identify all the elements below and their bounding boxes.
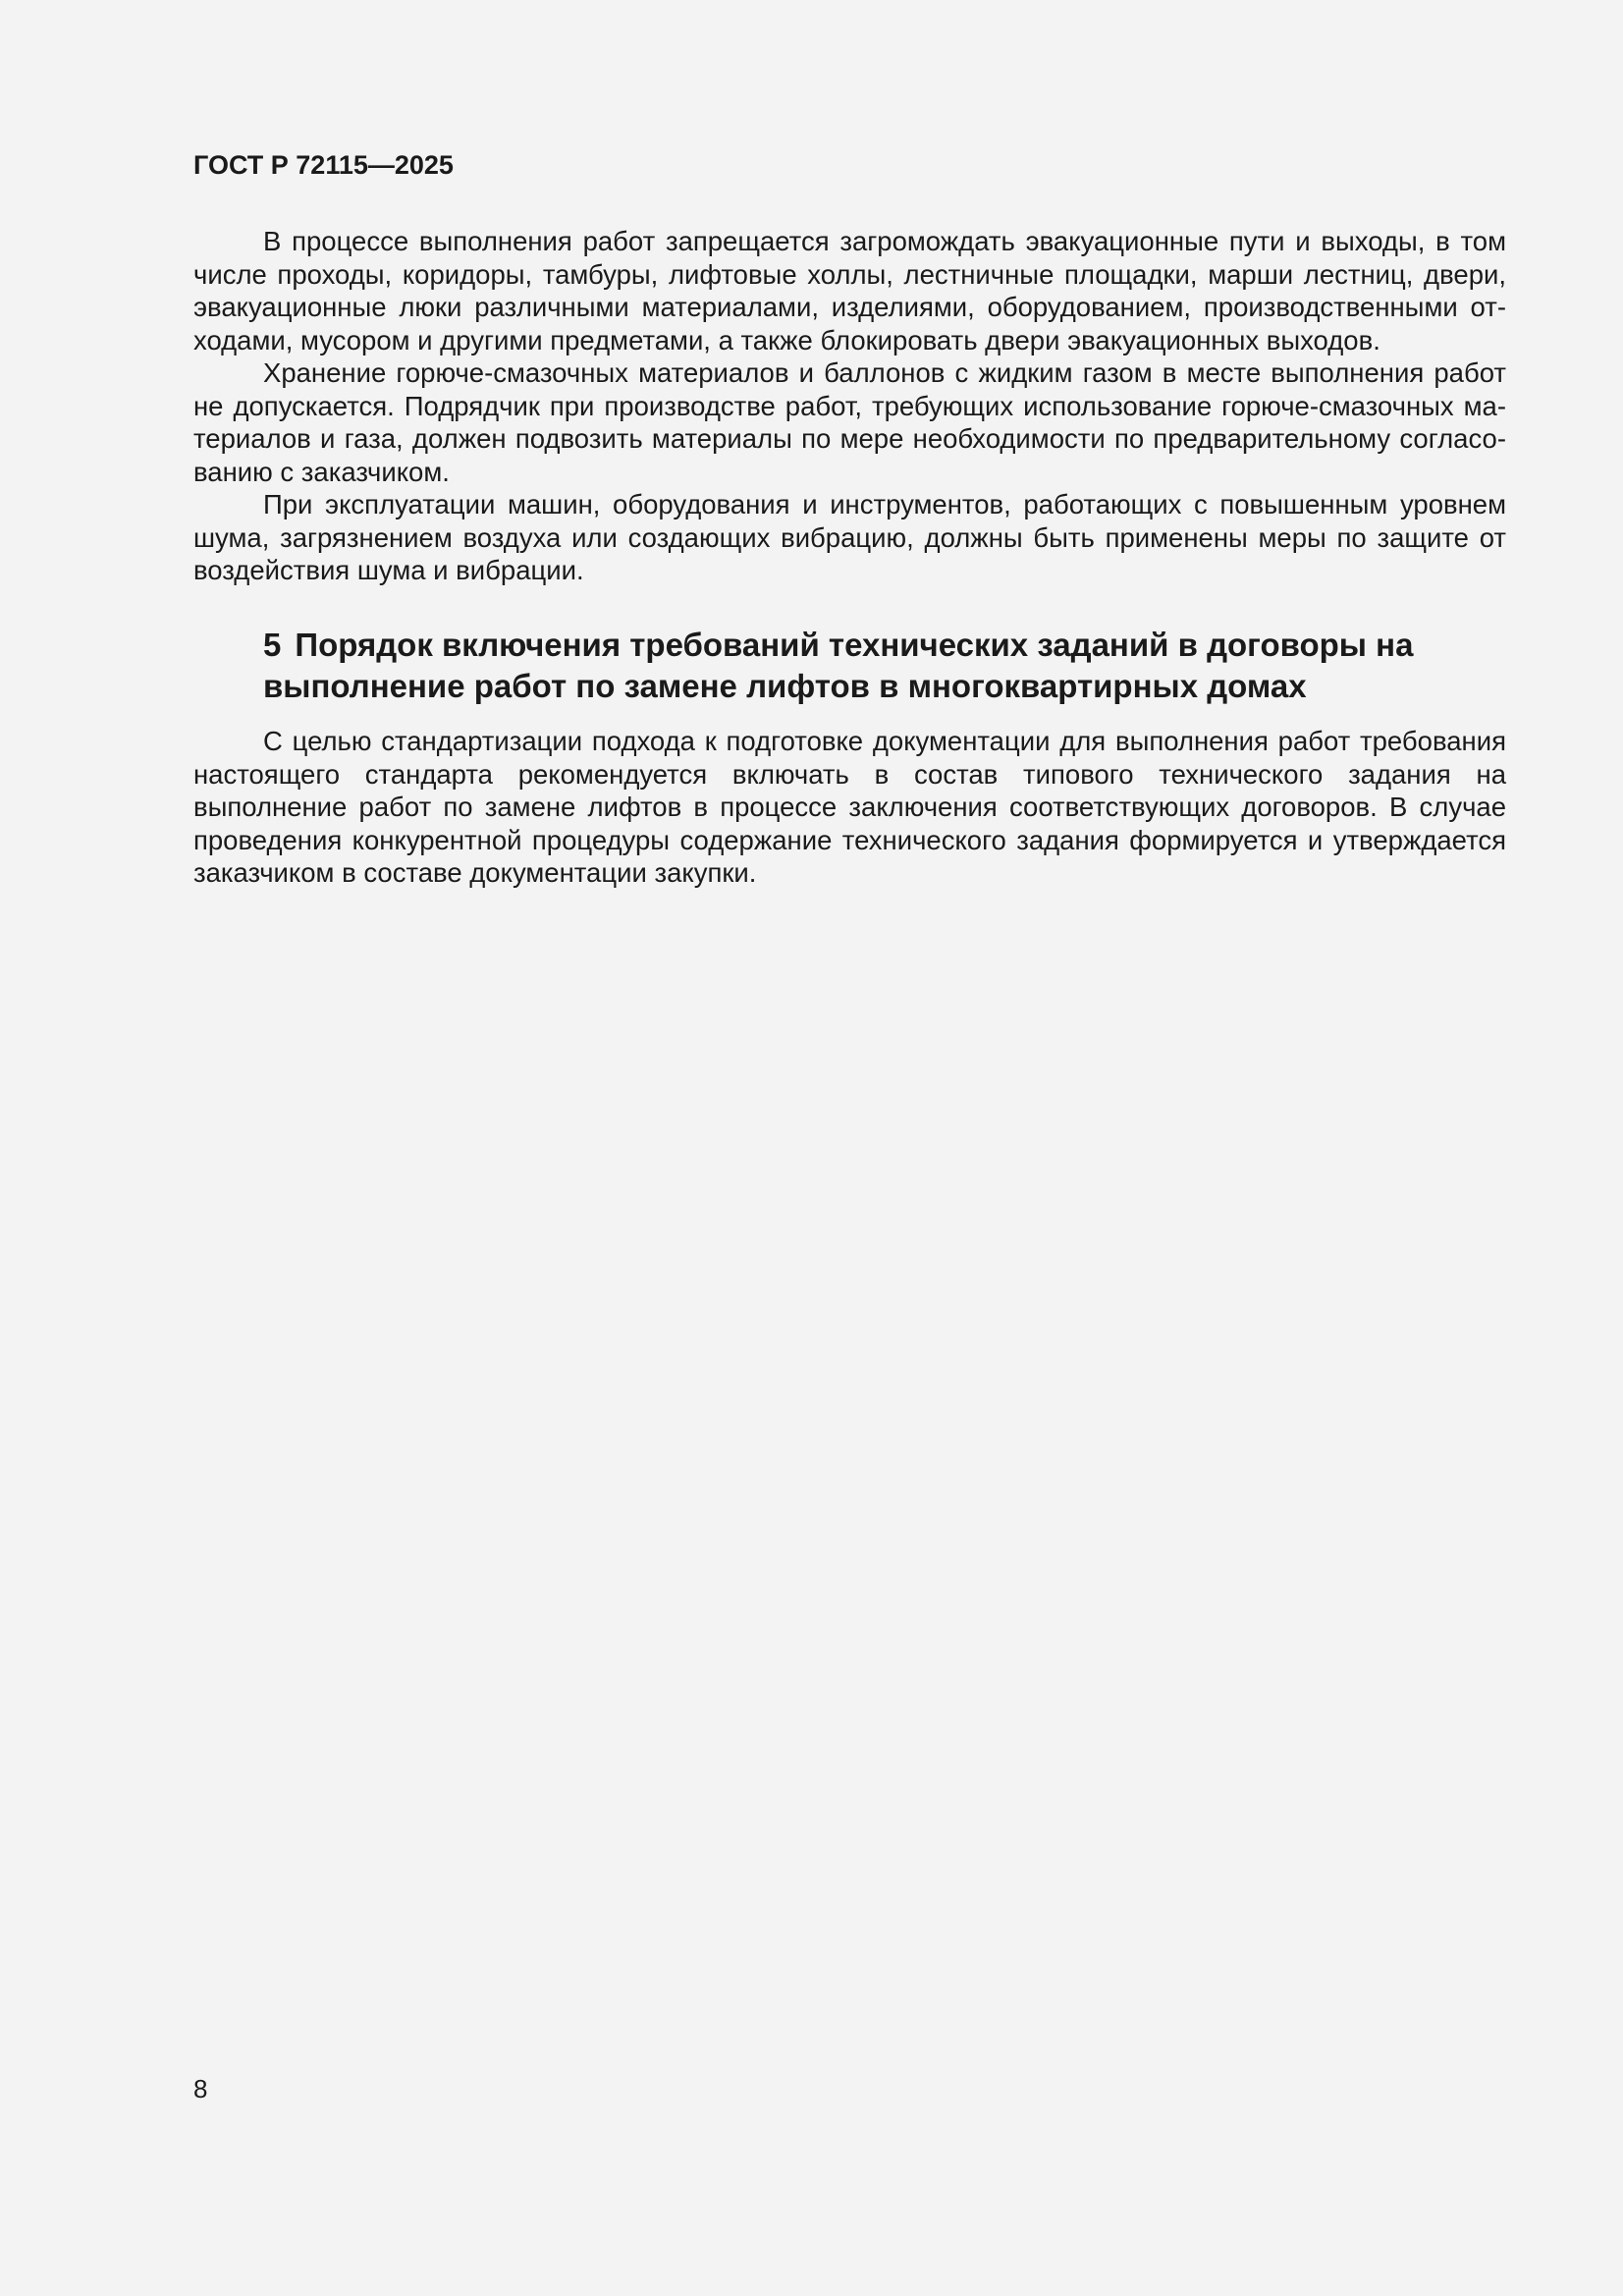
- page-number: 8: [193, 2074, 208, 2104]
- paragraph-fuel-storage: Хранение горюче-смазочных материалов и баллонов с жидким газом в месте выполнения работ не допускается. Подрядчик при производстве работ, требующих использование горюче-смазочных материалов и газа, должен подвозить материалы по мере необходимости по предварительному согласованию с заказчиком.: [193, 357, 1506, 487]
- section-heading: [263, 625, 1500, 707]
- document-header: ГОСТ Р 72115—2025: [193, 150, 454, 180]
- paragraph-evacuation: В процессе выполнения работ запрещается загромождать эвакуационные пути и выходы, в том числе проходы, коридоры, тамбуры, лифтовые холлы, лестничные площадки, марши лестниц, двери, эвакуационные люки различными материалами, изделиями, оборудованием, производственными отходами, мусором и другими предметами, а также блокировать двери эвакуационных выходов.: [193, 226, 1506, 355]
- body-text: [193, 225, 1506, 587]
- section-body: [193, 725, 1506, 890]
- section-title: Порядок включения требований технических заданий в договоры на выполнение работ по замене лифтов в многоквартирных домах: [263, 627, 1414, 704]
- paragraph-standardization: С целью стандартизации подхода к подготовке документации для выполнения работ требования настоящего стандарта рекомендуется включать в состав типового технического задания на выполнение работ по замене лифтов в процессе заключения соответствующих договоров. В случае проведения конкурентной процедуры содержание технического задания формируется и утверждается заказчиком в составе документации закупки.: [193, 726, 1506, 888]
- section-number: 5: [263, 627, 282, 663]
- paragraph-noise-vibration: При эксплуатации машин, оборудования и инструментов, работающих с повышенным уровнем шума, загрязнением воздуха или создающих вибрацию, должны быть применены меры по защите от воздействия шума и вибрации.: [193, 489, 1506, 585]
